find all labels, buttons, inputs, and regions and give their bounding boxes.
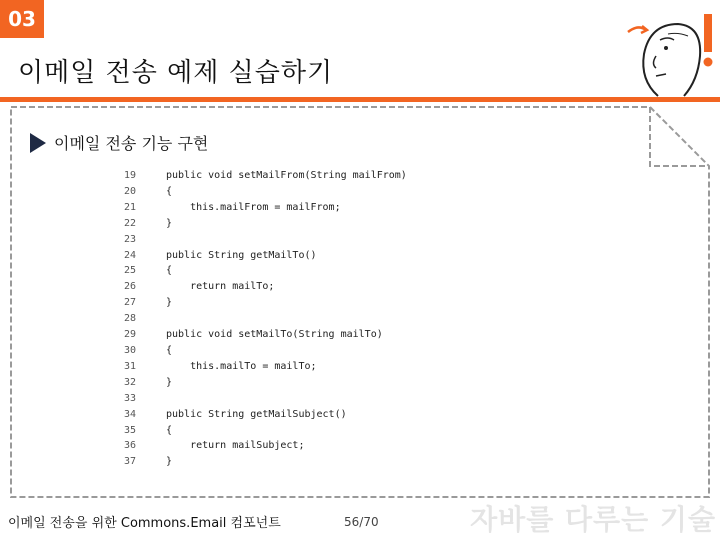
code-text: public void setMailFrom(String mailFrom) bbox=[166, 170, 407, 181]
code-text: { bbox=[166, 424, 173, 436]
code-line bbox=[108, 423, 407, 439]
line-number: 21 bbox=[123, 201, 136, 213]
section-subheading bbox=[30, 131, 208, 154]
code-text: return mailSubject; bbox=[166, 440, 305, 452]
header-divider bbox=[0, 97, 720, 102]
code-line bbox=[108, 232, 407, 248]
line-number: 30 bbox=[123, 344, 136, 356]
code-line bbox=[108, 438, 407, 454]
line-number: 28 bbox=[123, 313, 136, 325]
line-number: 19 bbox=[123, 170, 136, 181]
code-text: return mailTo; bbox=[166, 281, 275, 293]
code-line bbox=[108, 248, 407, 264]
line-number: 20 bbox=[123, 185, 136, 197]
code-text: this.mailFrom = mailFrom; bbox=[166, 201, 341, 213]
code-text: public void setMailTo(String mailTo) bbox=[166, 329, 383, 341]
code-line bbox=[108, 391, 407, 407]
thinking-face-icon bbox=[618, 10, 718, 100]
code-line bbox=[108, 375, 407, 391]
page-title: 이메일 전송 예제 실습하기 bbox=[18, 58, 334, 88]
code-line bbox=[108, 343, 407, 359]
code-line bbox=[108, 168, 407, 184]
section-number-badge: 03 bbox=[0, 0, 44, 38]
line-number: 37 bbox=[123, 456, 136, 468]
code-line bbox=[108, 327, 407, 343]
code-text: } bbox=[166, 456, 173, 468]
code-text: { bbox=[166, 265, 173, 277]
code-line bbox=[108, 311, 407, 327]
code-line bbox=[108, 279, 407, 295]
line-number: 32 bbox=[123, 376, 136, 388]
code-line bbox=[108, 200, 407, 216]
line-number: 26 bbox=[123, 281, 136, 293]
code-line bbox=[108, 295, 407, 311]
code-line bbox=[108, 454, 407, 470]
line-number: 24 bbox=[123, 249, 136, 261]
page-number: 56/70 bbox=[344, 515, 379, 529]
line-number: 36 bbox=[123, 440, 136, 452]
line-number: 31 bbox=[123, 360, 136, 372]
code-text: } bbox=[166, 376, 173, 388]
line-number: 23 bbox=[123, 233, 136, 245]
code-line bbox=[108, 263, 407, 279]
code-line bbox=[108, 359, 407, 375]
code-listing bbox=[108, 168, 407, 470]
book-brand-watermark: 자바를 다루는 기술 bbox=[470, 503, 716, 536]
line-number: 35 bbox=[123, 424, 136, 436]
code-line bbox=[108, 407, 407, 423]
code-text: this.mailTo = mailTo; bbox=[166, 360, 317, 372]
code-text: public String getMailSubject() bbox=[166, 408, 347, 420]
subheading-text: 이메일 전송 기능 구현 bbox=[54, 134, 209, 153]
line-number: 22 bbox=[123, 217, 136, 229]
code-text: { bbox=[166, 185, 173, 197]
code-text: } bbox=[166, 217, 173, 229]
line-number: 34 bbox=[123, 408, 136, 420]
code-text: } bbox=[166, 297, 173, 309]
code-text: { bbox=[166, 344, 173, 356]
footer-caption: 이메일 전송을 위한 Commons.Email 컴포넌트 bbox=[8, 516, 281, 531]
code-line bbox=[108, 216, 407, 232]
bullet-triangle-icon bbox=[30, 133, 46, 153]
line-number: 27 bbox=[123, 297, 136, 309]
line-number: 33 bbox=[123, 392, 136, 404]
line-number: 25 bbox=[123, 265, 136, 277]
code-text: public String getMailTo() bbox=[166, 249, 317, 261]
line-number: 29 bbox=[123, 329, 136, 341]
code-line bbox=[108, 184, 407, 200]
